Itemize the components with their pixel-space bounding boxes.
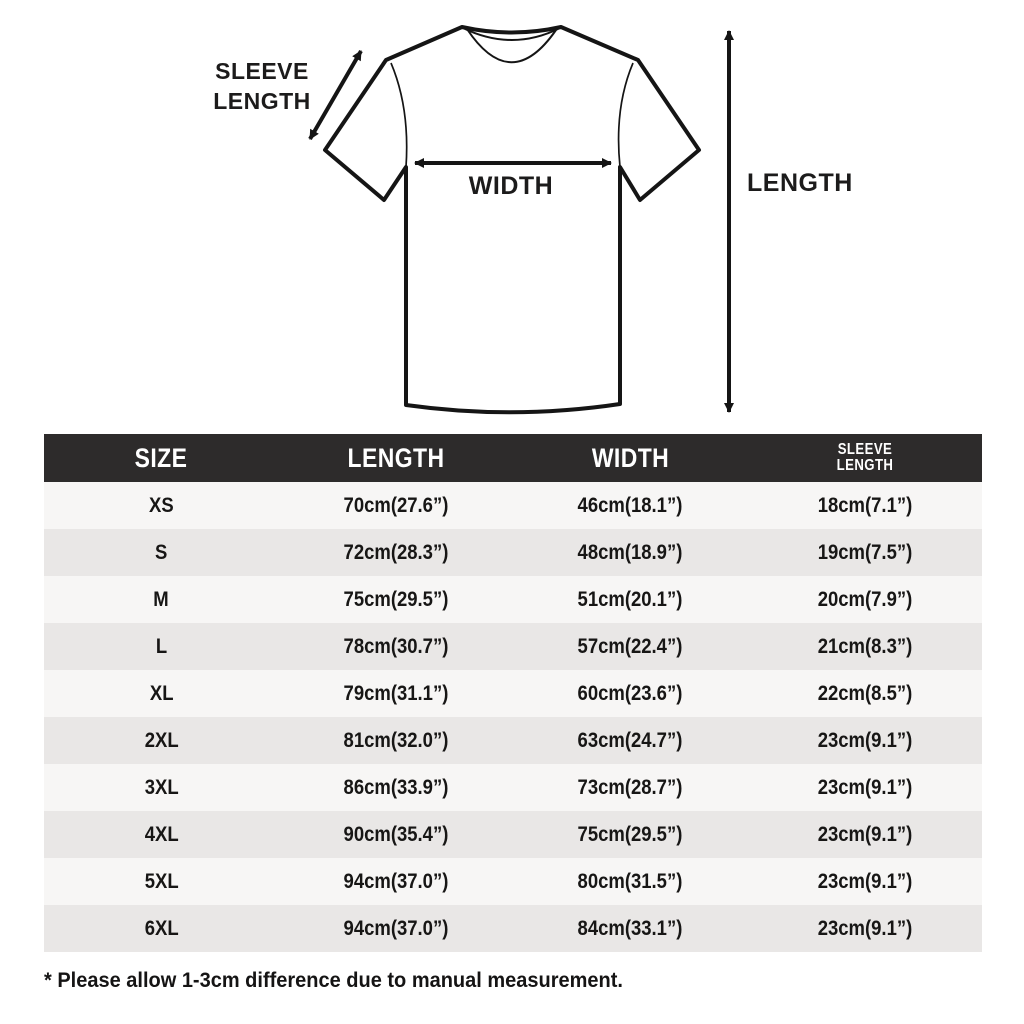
length-label: LENGTH [747, 169, 853, 197]
table-row [44, 858, 982, 905]
length-cell: 72cm(28.3”) [343, 540, 449, 564]
tshirt-outline-drawing [0, 0, 1024, 434]
size-cell: XS [148, 493, 174, 517]
table-row [44, 529, 982, 576]
table-row [44, 811, 982, 858]
header-sleeve-length: SLEEVE LENGTH [836, 441, 894, 474]
width-cell: 46cm(18.1”) [577, 493, 683, 517]
width-cell: 63cm(24.7”) [577, 728, 683, 752]
size-table-body [44, 482, 982, 952]
size-cell: 5XL [144, 869, 179, 893]
width-cell: 73cm(28.7”) [577, 775, 683, 799]
length-cell: 86cm(33.9”) [343, 775, 449, 799]
length-cell: 90cm(35.4”) [343, 822, 449, 846]
sleeve-length-cell: 19cm(7.5”) [817, 540, 913, 564]
width-cell: 57cm(22.4”) [577, 634, 683, 658]
size-chart-table [44, 434, 982, 952]
width-cell: 75cm(29.5”) [577, 822, 683, 846]
size-cell: XL [149, 681, 174, 705]
tshirt-measurement-diagram [0, 0, 1024, 434]
length-cell: 94cm(37.0”) [343, 916, 449, 940]
size-cell: M [153, 587, 169, 611]
table-row [44, 623, 982, 670]
sleeve-length-cell: 23cm(9.1”) [817, 822, 913, 846]
sleeve-length-cell: 23cm(9.1”) [817, 775, 913, 799]
size-chart-header-row [44, 434, 982, 482]
size-cell: 2XL [144, 728, 179, 752]
sleeve-length-cell: 21cm(8.3”) [817, 634, 913, 658]
size-cell: S [155, 540, 168, 564]
width-cell: 80cm(31.5”) [577, 869, 683, 893]
width-cell: 51cm(20.1”) [577, 587, 683, 611]
length-cell: 94cm(37.0”) [343, 869, 449, 893]
width-cell: 60cm(23.6”) [577, 681, 683, 705]
measurement-disclaimer: * Please allow 1-3cm difference due to manual measurement. [44, 968, 623, 992]
table-row [44, 905, 982, 952]
width-label: WIDTH [468, 172, 554, 200]
sleeve-length-cell: 23cm(9.1”) [817, 916, 913, 940]
sleeve-length-cell: 18cm(7.1”) [817, 493, 913, 517]
sleeve-length-cell: 23cm(9.1”) [817, 728, 913, 752]
width-cell: 48cm(18.9”) [577, 540, 683, 564]
table-row [44, 482, 982, 529]
sleeve-length-cell: 22cm(8.5”) [817, 681, 913, 705]
table-row [44, 717, 982, 764]
length-cell: 70cm(27.6”) [343, 493, 449, 517]
tshirt-body-outline [325, 27, 699, 412]
table-row [44, 764, 982, 811]
header-width: WIDTH [591, 442, 669, 473]
length-cell: 75cm(29.5”) [343, 587, 449, 611]
size-cell: 4XL [144, 822, 179, 846]
length-cell: 81cm(32.0”) [343, 728, 449, 752]
header-size: SIZE [134, 442, 188, 473]
size-cell: 6XL [144, 916, 179, 940]
table-row [44, 670, 982, 717]
sleeve-length-label: SLEEVE LENGTH [213, 58, 311, 114]
width-cell: 84cm(33.1”) [577, 916, 683, 940]
length-cell: 79cm(31.1”) [343, 681, 449, 705]
header-length: LENGTH [347, 442, 445, 473]
sleeve-length-cell: 23cm(9.1”) [817, 869, 913, 893]
sleeve-length-cell: 20cm(7.9”) [817, 587, 913, 611]
size-cell: 3XL [144, 775, 179, 799]
table-row [44, 576, 982, 623]
length-cell: 78cm(30.7”) [343, 634, 449, 658]
size-cell: L [155, 634, 167, 658]
